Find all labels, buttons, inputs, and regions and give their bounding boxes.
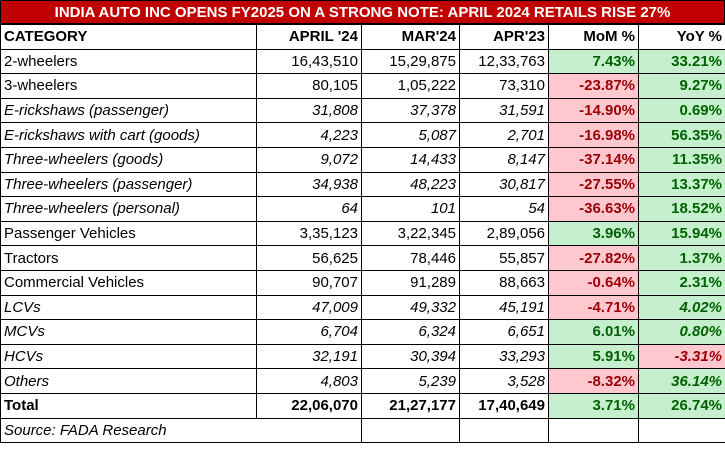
cell-yoy: 33.21% (639, 49, 725, 74)
cell-category: LCVs (1, 295, 257, 320)
table-row (1, 49, 725, 74)
cell-apr23: 54 (460, 197, 549, 222)
total-row (1, 393, 725, 418)
cell-apr24: 56,625 (257, 246, 362, 271)
cell-apr24: 3,35,123 (257, 221, 362, 246)
cell-category: 3-wheelers (1, 74, 257, 99)
cell-apr24: 64 (257, 197, 362, 222)
total-apr23: 17,40,649 (460, 393, 549, 418)
cell-category: Others (1, 369, 257, 394)
header-mom: MoM % (549, 25, 639, 50)
cell-category: Commercial Vehicles (1, 270, 257, 295)
cell-apr24: 9,072 (257, 147, 362, 172)
table-row (1, 74, 725, 99)
cell-category: Three-wheelers (passenger) (1, 172, 257, 197)
cell-yoy: 11.35% (639, 147, 725, 172)
total-yoy: 26.74% (639, 393, 725, 418)
cell-yoy: 0.69% (639, 98, 725, 123)
cell-mar24: 5,239 (362, 369, 460, 394)
cell-apr23: 55,857 (460, 246, 549, 271)
cell-apr23: 73,310 (460, 74, 549, 99)
cell-mom: 6.01% (549, 320, 639, 345)
cell-yoy: 9.27% (639, 74, 725, 99)
cell-mom: -16.98% (549, 123, 639, 148)
empty-cell (639, 418, 725, 443)
cell-mom: -8.32% (549, 369, 639, 394)
cell-mar24: 15,29,875 (362, 49, 460, 74)
cell-mar24: 6,324 (362, 320, 460, 345)
table-row (1, 197, 725, 222)
cell-apr23: 45,191 (460, 295, 549, 320)
cell-mom: 7.43% (549, 49, 639, 74)
cell-mar24: 1,05,222 (362, 74, 460, 99)
header-apr23: APR'23 (460, 25, 549, 50)
cell-apr24: 47,009 (257, 295, 362, 320)
header-apr24: APRIL '24 (257, 25, 362, 50)
cell-apr24: 6,704 (257, 320, 362, 345)
cell-category: Passenger Vehicles (1, 221, 257, 246)
cell-apr23: 2,701 (460, 123, 549, 148)
cell-mom: -23.87% (549, 74, 639, 99)
cell-yoy: 36.14% (639, 369, 725, 394)
cell-mom: -0.64% (549, 270, 639, 295)
cell-yoy: 56.35% (639, 123, 725, 148)
cell-apr23: 30,817 (460, 172, 549, 197)
table-row (1, 123, 725, 148)
cell-mom: -27.82% (549, 246, 639, 271)
cell-apr23: 6,651 (460, 320, 549, 345)
cell-apr23: 88,663 (460, 270, 549, 295)
table-row (1, 221, 725, 246)
table-row (1, 172, 725, 197)
table-row (1, 295, 725, 320)
table-row (1, 147, 725, 172)
cell-yoy: 15.94% (639, 221, 725, 246)
cell-category: MCVs (1, 320, 257, 345)
cell-mar24: 78,446 (362, 246, 460, 271)
total-mar24: 21,27,177 (362, 393, 460, 418)
header-mar24: MAR'24 (362, 25, 460, 50)
cell-apr24: 16,43,510 (257, 49, 362, 74)
cell-apr23: 2,89,056 (460, 221, 549, 246)
source-note: Source: FADA Research (1, 418, 257, 443)
table-row (1, 246, 725, 271)
cell-yoy: 1.37% (639, 246, 725, 271)
cell-mom: 3.96% (549, 221, 639, 246)
cell-category: HCVs (1, 344, 257, 369)
cell-category: Three-wheelers (personal) (1, 197, 257, 222)
cell-category: E-rickshaws (passenger) (1, 98, 257, 123)
cell-apr23: 8,147 (460, 147, 549, 172)
header-row (1, 25, 725, 50)
table-title: INDIA AUTO INC OPENS FY2025 ON A STRONG NOTE: APRIL 2024 RETAILS RISE 27% (0, 0, 725, 24)
cell-mom: -27.55% (549, 172, 639, 197)
cell-mom: -37.14% (549, 147, 639, 172)
total-mom: 3.71% (549, 393, 639, 418)
empty-cell (460, 418, 549, 443)
table-row (1, 369, 725, 394)
table-row (1, 98, 725, 123)
cell-mar24: 91,289 (362, 270, 460, 295)
cell-mom: 5.91% (549, 344, 639, 369)
cell-apr24: 4,223 (257, 123, 362, 148)
total-label: Total (1, 393, 257, 418)
cell-yoy: -3.31% (639, 344, 725, 369)
cell-apr23: 3,528 (460, 369, 549, 394)
cell-yoy: 0.80% (639, 320, 725, 345)
cell-apr24: 31,808 (257, 98, 362, 123)
empty-cell (257, 418, 362, 443)
cell-mom: -36.63% (549, 197, 639, 222)
cell-yoy: 18.52% (639, 197, 725, 222)
cell-category: Tractors (1, 246, 257, 271)
total-apr24: 22,06,070 (257, 393, 362, 418)
table-row (1, 344, 725, 369)
cell-apr24: 90,707 (257, 270, 362, 295)
cell-mar24: 49,332 (362, 295, 460, 320)
cell-category: E-rickshaws with cart (goods) (1, 123, 257, 148)
cell-mar24: 14,433 (362, 147, 460, 172)
table-row (1, 320, 725, 345)
cell-mar24: 30,394 (362, 344, 460, 369)
header-category: CATEGORY (1, 25, 257, 50)
cell-mar24: 48,223 (362, 172, 460, 197)
empty-cell (362, 418, 460, 443)
cell-apr24: 4,803 (257, 369, 362, 394)
cell-mar24: 37,378 (362, 98, 460, 123)
cell-apr23: 31,591 (460, 98, 549, 123)
cell-mar24: 101 (362, 197, 460, 222)
source-row (1, 418, 725, 443)
cell-category: Three-wheelers (goods) (1, 147, 257, 172)
cell-yoy: 2.31% (639, 270, 725, 295)
cell-yoy: 4.02% (639, 295, 725, 320)
cell-apr23: 12,33,763 (460, 49, 549, 74)
cell-apr24: 32,191 (257, 344, 362, 369)
empty-cell (549, 418, 639, 443)
cell-mar24: 5,087 (362, 123, 460, 148)
cell-apr24: 34,938 (257, 172, 362, 197)
cell-mom: -14.90% (549, 98, 639, 123)
cell-apr24: 80,105 (257, 74, 362, 99)
cell-category: 2-wheelers (1, 49, 257, 74)
header-yoy: YoY % (639, 25, 725, 50)
cell-yoy: 13.37% (639, 172, 725, 197)
retail-table (0, 24, 725, 443)
table-row (1, 270, 725, 295)
cell-mar24: 3,22,345 (362, 221, 460, 246)
cell-mom: -4.71% (549, 295, 639, 320)
cell-apr23: 33,293 (460, 344, 549, 369)
